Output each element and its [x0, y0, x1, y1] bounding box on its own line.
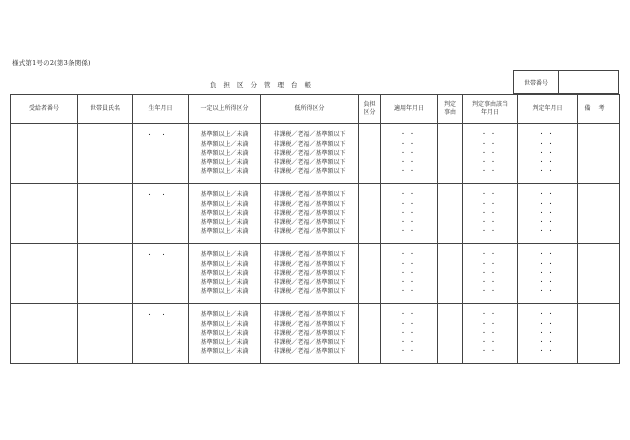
income-class-option[interactable]: 基準額以上／未満: [200, 228, 249, 236]
table-row: [11, 184, 620, 244]
date-separator: ・・: [399, 149, 418, 157]
income-class-option[interactable]: 基準額以上／未満: [200, 149, 249, 157]
date-separator: ・・: [399, 279, 418, 287]
date-separator: ・・: [480, 279, 499, 287]
low-income-class-option[interactable]: 非課税／老福／基準額以下: [273, 200, 346, 208]
date-separator: ・・: [399, 140, 418, 148]
income-class-cell[interactable]: [189, 244, 261, 304]
low-income-class-cell[interactable]: [261, 304, 359, 364]
header-recipient-no: 受給者番号: [11, 95, 78, 124]
header-burden-class-text: 負担区分: [363, 101, 376, 116]
judgment-reason-cell[interactable]: [438, 304, 463, 364]
birth-date-cell[interactable]: [133, 304, 189, 364]
reason-date-cell[interactable]: [463, 304, 518, 364]
applied-date-cell[interactable]: [381, 184, 438, 244]
judgment-date-separators: [518, 250, 577, 296]
reason-date-separators: [463, 190, 517, 236]
date-separator: ・・: [399, 159, 418, 167]
low-income-class-option[interactable]: 非課税／老福／基準額以下: [273, 228, 346, 236]
low-income-class-option[interactable]: 非課税／老福／基準額以下: [273, 219, 346, 227]
income-class-cell[interactable]: [189, 184, 261, 244]
header-row: [11, 95, 620, 124]
income-class-option[interactable]: 基準額以上／未満: [200, 311, 249, 319]
income-class-options: [189, 190, 260, 236]
date-separator: ・・: [480, 149, 499, 157]
judgment-date-separators: [518, 310, 577, 356]
burden-class-cell[interactable]: [359, 184, 381, 244]
date-separator: ・・: [538, 159, 557, 167]
birth-date-separators: ・・: [146, 252, 175, 259]
date-separator: ・・: [538, 279, 557, 287]
date-separator: ・・: [480, 140, 499, 148]
date-separator: ・・: [538, 251, 557, 259]
income-class-option[interactable]: 基準額以上／未満: [200, 279, 249, 287]
low-income-class-options: [261, 310, 358, 356]
judgment-date-cell[interactable]: [518, 184, 578, 244]
birth-date-separators: ・・: [146, 312, 175, 319]
table-row: [11, 244, 620, 304]
household-number-box: [513, 70, 619, 94]
date-separator: ・・: [480, 219, 499, 227]
date-separator: ・・: [538, 348, 557, 356]
date-separator: ・・: [480, 191, 499, 199]
table-row: [11, 124, 620, 184]
income-class-options: [189, 310, 260, 356]
remarks-cell[interactable]: [578, 304, 620, 364]
burden-class-ledger-table: [10, 94, 620, 364]
header-income-class: 一定以上所得区分: [189, 95, 261, 124]
date-separator: ・・: [399, 269, 418, 277]
judgment-date-cell[interactable]: [518, 124, 578, 184]
date-separator: ・・: [480, 200, 499, 208]
date-separator: ・・: [538, 320, 557, 328]
date-separator: ・・: [480, 209, 499, 217]
date-separator: ・・: [399, 228, 418, 236]
low-income-class-options: [261, 130, 358, 176]
income-class-option[interactable]: 基準額以上／未満: [200, 251, 249, 259]
header-remarks: 備考: [578, 95, 620, 124]
low-income-class-option[interactable]: 非課税／老福／基準額以下: [273, 339, 346, 347]
date-separator: ・・: [399, 339, 418, 347]
date-separator: ・・: [480, 348, 499, 356]
date-separator: ・・: [480, 251, 499, 259]
recipient-no-cell[interactable]: [11, 304, 78, 364]
member-name-cell[interactable]: [78, 124, 133, 184]
date-separator: ・・: [399, 168, 418, 176]
judgment-date-separators: [518, 190, 577, 236]
date-separator: ・・: [480, 168, 499, 176]
income-class-cell[interactable]: [189, 124, 261, 184]
header-judgment-reason: [438, 95, 463, 124]
date-separator: ・・: [399, 219, 418, 227]
date-separator: ・・: [480, 339, 499, 347]
low-income-class-option[interactable]: 非課税／老福／基準額以下: [273, 269, 346, 277]
date-separator: ・・: [480, 159, 499, 167]
date-separator: ・・: [538, 339, 557, 347]
header-applied-date: 適用年月日: [381, 95, 438, 124]
judgment-date-cell[interactable]: [518, 304, 578, 364]
date-separator: ・・: [399, 320, 418, 328]
date-separator: ・・: [538, 260, 557, 268]
date-separator: ・・: [538, 269, 557, 277]
date-separator: ・・: [399, 348, 418, 356]
income-class-option[interactable]: 基準額以上／未満: [200, 329, 249, 337]
income-class-option[interactable]: 基準額以上／未満: [200, 200, 249, 208]
table-row: [11, 304, 620, 364]
date-separator: ・・: [480, 329, 499, 337]
date-separator: ・・: [399, 260, 418, 268]
birth-date-cell[interactable]: [133, 124, 189, 184]
low-income-class-cell[interactable]: [261, 184, 359, 244]
member-name-cell[interactable]: [78, 244, 133, 304]
income-class-option[interactable]: 基準額以上／未満: [200, 131, 249, 139]
income-class-option[interactable]: 基準額以上／未満: [200, 159, 249, 167]
remarks-cell[interactable]: [578, 244, 620, 304]
income-class-option[interactable]: 基準額以上／未満: [200, 269, 249, 277]
burden-class-cell[interactable]: [359, 124, 381, 184]
burden-class-cell[interactable]: [359, 304, 381, 364]
date-separator: ・・: [538, 131, 557, 139]
reason-date-cell[interactable]: [463, 244, 518, 304]
low-income-class-option[interactable]: 非課税／老福／基準額以下: [273, 279, 346, 287]
income-class-option[interactable]: 基準額以上／未満: [200, 320, 249, 328]
member-name-cell[interactable]: [78, 184, 133, 244]
low-income-class-option[interactable]: 非課税／老福／基準額以下: [273, 209, 346, 217]
judgment-date-separators: [518, 130, 577, 176]
low-income-class-option[interactable]: 非課税／老福／基準額以下: [273, 159, 346, 167]
applied-date-separators: [381, 130, 437, 176]
low-income-class-option[interactable]: 非課税／老福／基準額以下: [273, 131, 346, 139]
reason-date-cell[interactable]: [463, 184, 518, 244]
date-separator: ・・: [538, 149, 557, 157]
date-separator: ・・: [399, 288, 418, 296]
low-income-class-option[interactable]: 非課税／老福／基準額以下: [273, 191, 346, 199]
date-separator: ・・: [538, 168, 557, 176]
date-separator: ・・: [480, 288, 499, 296]
judgment-reason-cell[interactable]: [438, 184, 463, 244]
income-class-option[interactable]: 基準額以上／未満: [200, 140, 249, 148]
header-member-name: 世帯員氏名: [78, 95, 133, 124]
date-separator: ・・: [399, 311, 418, 319]
judgment-date-cell[interactable]: [518, 244, 578, 304]
low-income-class-option[interactable]: 非課税／老福／基準額以下: [273, 320, 346, 328]
applied-date-separators: [381, 250, 437, 296]
header-burden-class: [359, 95, 381, 124]
date-separator: ・・: [480, 260, 499, 268]
income-class-cell[interactable]: [189, 304, 261, 364]
low-income-class-options: [261, 250, 358, 296]
low-income-class-option[interactable]: 非課税／老福／基準額以下: [273, 149, 346, 157]
low-income-class-options: [261, 190, 358, 236]
remarks-cell[interactable]: [578, 184, 620, 244]
date-separator: ・・: [538, 219, 557, 227]
low-income-class-option[interactable]: 非課税／老福／基準額以下: [273, 348, 346, 356]
recipient-no-cell[interactable]: [11, 184, 78, 244]
recipient-no-cell[interactable]: [11, 244, 78, 304]
date-separator: ・・: [399, 209, 418, 217]
header-reason-date: [463, 95, 518, 124]
date-separator: ・・: [399, 191, 418, 199]
date-separator: ・・: [538, 191, 557, 199]
date-separator: ・・: [399, 251, 418, 259]
date-separator: ・・: [480, 228, 499, 236]
reason-date-separators: [463, 310, 517, 356]
low-income-class-option[interactable]: 非課税／老福／基準額以下: [273, 260, 346, 268]
reason-date-cell[interactable]: [463, 124, 518, 184]
low-income-class-option[interactable]: 非課税／老福／基準額以下: [273, 168, 346, 176]
date-separator: ・・: [399, 329, 418, 337]
date-separator: ・・: [480, 311, 499, 319]
date-separator: ・・: [480, 320, 499, 328]
date-separator: ・・: [399, 200, 418, 208]
member-name-cell[interactable]: [78, 304, 133, 364]
birth-date-separators: ・・: [146, 192, 175, 199]
low-income-class-option[interactable]: 非課税／老福／基準額以下: [273, 311, 346, 319]
date-separator: ・・: [538, 200, 557, 208]
date-separator: ・・: [538, 311, 557, 319]
applied-date-separators: [381, 190, 437, 236]
low-income-class-option[interactable]: 非課税／老福／基準額以下: [273, 140, 346, 148]
date-separator: ・・: [399, 131, 418, 139]
date-separator: ・・: [538, 329, 557, 337]
applied-date-cell[interactable]: [381, 124, 438, 184]
low-income-class-cell[interactable]: [261, 124, 359, 184]
date-separator: ・・: [538, 288, 557, 296]
reason-date-separators: [463, 250, 517, 296]
ledger-body: [11, 124, 620, 364]
reason-date-separators: [463, 130, 517, 176]
burden-class-cell[interactable]: [359, 244, 381, 304]
date-separator: ・・: [538, 228, 557, 236]
form-number-label: 様式第1号の2(第3条関係): [12, 59, 91, 67]
income-class-options: [189, 250, 260, 296]
birth-date-cell[interactable]: [133, 244, 189, 304]
income-class-option[interactable]: 基準額以上／未満: [200, 288, 249, 296]
date-separator: ・・: [480, 131, 499, 139]
income-class-option[interactable]: 基準額以上／未満: [200, 339, 249, 347]
low-income-class-option[interactable]: 非課税／老福／基準額以下: [273, 288, 346, 296]
household-number-label: 世帯番号: [514, 71, 559, 93]
birth-date-cell[interactable]: [133, 184, 189, 244]
low-income-class-option[interactable]: 非課税／老福／基準額以下: [273, 251, 346, 259]
income-class-option[interactable]: 基準額以上／未満: [200, 209, 249, 217]
applied-date-cell[interactable]: [381, 304, 438, 364]
low-income-class-cell[interactable]: [261, 244, 359, 304]
low-income-class-option[interactable]: 非課税／老福／基準額以下: [273, 329, 346, 337]
judgment-reason-cell[interactable]: [438, 124, 463, 184]
income-class-option[interactable]: 基準額以上／未満: [200, 219, 249, 227]
judgment-reason-cell[interactable]: [438, 244, 463, 304]
date-separator: ・・: [480, 269, 499, 277]
ledger-title: 負担区分管理台帳: [210, 81, 318, 89]
applied-date-cell[interactable]: [381, 244, 438, 304]
header-judgment-reason-text: 判定事由: [444, 101, 457, 116]
income-class-option[interactable]: 基準額以上／未満: [200, 348, 249, 356]
recipient-no-cell[interactable]: [11, 124, 78, 184]
income-class-option[interactable]: 基準額以上／未満: [200, 168, 249, 176]
remarks-cell[interactable]: [578, 124, 620, 184]
date-separator: ・・: [538, 140, 557, 148]
date-separator: ・・: [538, 209, 557, 217]
household-number-field[interactable]: [559, 71, 618, 93]
birth-date-separators: ・・: [146, 132, 175, 139]
applied-date-separators: [381, 310, 437, 356]
income-class-option[interactable]: 基準額以上／未満: [200, 191, 249, 199]
income-class-options: [189, 130, 260, 176]
header-reason-date-text: 判定事由該当年月日: [472, 101, 509, 116]
header-judgment-date: 判定年月日: [518, 95, 578, 124]
income-class-option[interactable]: 基準額以上／未満: [200, 260, 249, 268]
header-birth-date: 生年月日: [133, 95, 189, 124]
header-low-income-class: 低所得区分: [261, 95, 359, 124]
